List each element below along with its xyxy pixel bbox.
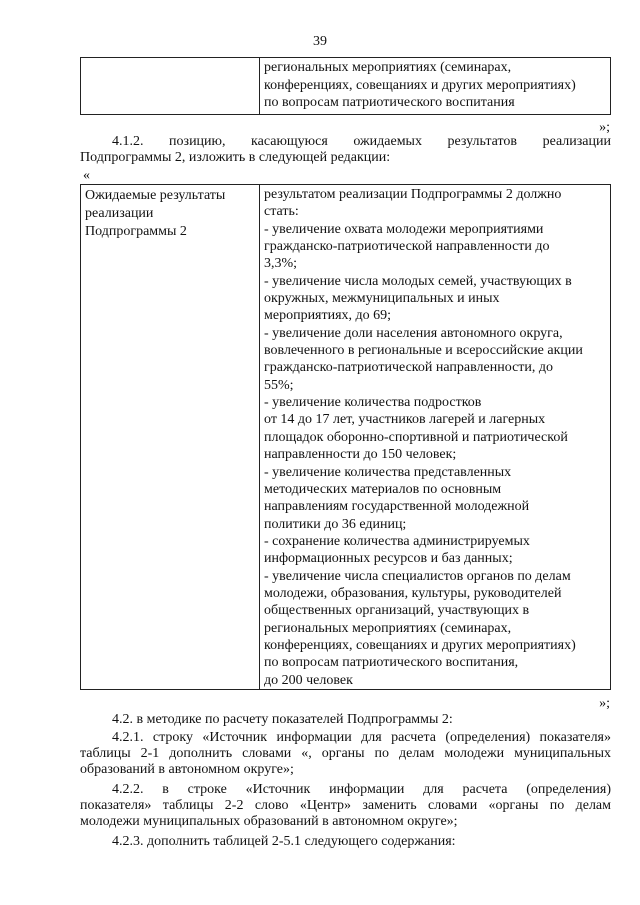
label-line: Подпрограммы 2 bbox=[85, 224, 187, 239]
result-line: - увеличение количества представленных bbox=[264, 464, 512, 480]
result-line: гражданско-патриотической направленности до bbox=[264, 239, 550, 255]
result-line: окружных, межмуниципальных и иных bbox=[264, 291, 500, 307]
closing-quote-mark-2: »; bbox=[599, 696, 610, 711]
previous-table-line: региональных мероприятиях (семинарах, bbox=[264, 60, 512, 75]
result-line: конференциях, совещаниях и других мероприятиях) bbox=[264, 637, 576, 653]
paragraph-4-1-2-line-1: 4.1.2. позицию, касающуюся ожидаемых результатов реализации bbox=[112, 134, 611, 149]
result-line: - увеличение числа специалистов органов по делам bbox=[264, 568, 571, 584]
result-line: вовлеченного в региональные и всероссийские акции bbox=[264, 343, 583, 359]
paragraph-4-2-2-line-1: 4.2.2. в строке «Источник информации для расчета (определения) bbox=[112, 782, 611, 797]
result-line: по вопросам патриотического воспитания, bbox=[264, 655, 519, 671]
previous-table-right-cell bbox=[260, 58, 611, 115]
previous-table-line: конференциях, совещаниях и других мероприятиях) bbox=[264, 77, 576, 93]
closing-quote-mark-1: »; bbox=[599, 120, 610, 135]
previous-table-left-cell bbox=[81, 58, 260, 115]
paragraph-4-2-1-line-2: таблицы 2-1 дополнить словами «, органы по делам молодежи муниципальных bbox=[80, 746, 611, 761]
expected-results-label-cell bbox=[81, 185, 260, 690]
result-line: гражданско-патриотической направленности, до bbox=[264, 360, 554, 376]
expected-results-content-cell bbox=[260, 185, 611, 690]
expected-results-table bbox=[80, 184, 611, 690]
paragraph-4-2-1-line-3: образований в автономном округе»; bbox=[80, 762, 294, 777]
result-line: мероприятиях, до 69; bbox=[264, 308, 392, 324]
paragraph-4-2: 4.2. в методике по расчету показателей Подпрограммы 2: bbox=[112, 712, 453, 727]
previous-table-fragment bbox=[80, 57, 611, 115]
result-line: до 200 человек bbox=[264, 672, 353, 688]
result-line: направленности до 150 человек; bbox=[264, 447, 457, 463]
paragraph-4-1-2 bbox=[80, 134, 611, 166]
result-line: информационных ресурсов и баз данных; bbox=[264, 551, 513, 567]
result-line: региональных мероприятиях (семинарах, bbox=[264, 620, 512, 636]
previous-table-line: по вопросам патриотического воспитания bbox=[264, 95, 515, 110]
result-line: стать: bbox=[264, 204, 299, 220]
result-line: политики до 36 единиц; bbox=[264, 516, 407, 532]
result-line: - увеличение охвата молодежи мероприятиями bbox=[264, 221, 544, 237]
result-line: 55%; bbox=[264, 377, 294, 393]
opening-quote-mark: « bbox=[83, 168, 90, 183]
paragraph-4-2-1-line-1: 4.2.1. строку «Источник информации для расчета (определения) показателя» bbox=[112, 730, 611, 745]
paragraph-4-2-3: 4.2.3. дополнить таблицей 2-5.1 следующего содержания: bbox=[112, 834, 456, 849]
result-line: - увеличение количества подростков bbox=[264, 395, 482, 411]
paragraph-4-2-1 bbox=[80, 730, 611, 778]
paragraph-4-2-2 bbox=[80, 782, 611, 830]
result-line: от 14 до 17 лет, участников лагерей и лагерных bbox=[264, 412, 546, 428]
result-line: общественных организаций, участвующих в bbox=[264, 603, 530, 619]
result-line: 3,3%; bbox=[264, 256, 298, 272]
result-line: направлениям государственной молодежной bbox=[264, 499, 530, 515]
label-line: Ожидаемые результаты bbox=[85, 188, 226, 203]
paragraph-4-1-2-line-2: Подпрограммы 2, изложить в следующей редакции: bbox=[80, 150, 391, 165]
result-line: - увеличение доли населения автономного округа, bbox=[264, 325, 563, 341]
paragraph-4-2-2-line-2: показателя» таблицы 2-2 слово «Центр» заменить словами «органы по делам bbox=[80, 798, 611, 813]
paragraph-4-2-2-line-3: молодежи муниципальных образований в автономном округе»; bbox=[80, 814, 458, 829]
result-line: молодежи, образования, культуры, руководителей bbox=[264, 585, 562, 601]
page-number: 39 bbox=[313, 34, 327, 49]
label-line: реализации bbox=[85, 206, 154, 221]
result-line: площадок оборонно-спортивной и патриотической bbox=[264, 429, 568, 445]
result-line: - увеличение числа молодых семей, участвующих в bbox=[264, 273, 572, 289]
result-line: результатом реализации Подпрограммы 2 должно bbox=[264, 187, 562, 202]
result-line: - сохранение количества администрируемых bbox=[264, 533, 530, 549]
result-line: методических материалов по основным bbox=[264, 481, 502, 497]
